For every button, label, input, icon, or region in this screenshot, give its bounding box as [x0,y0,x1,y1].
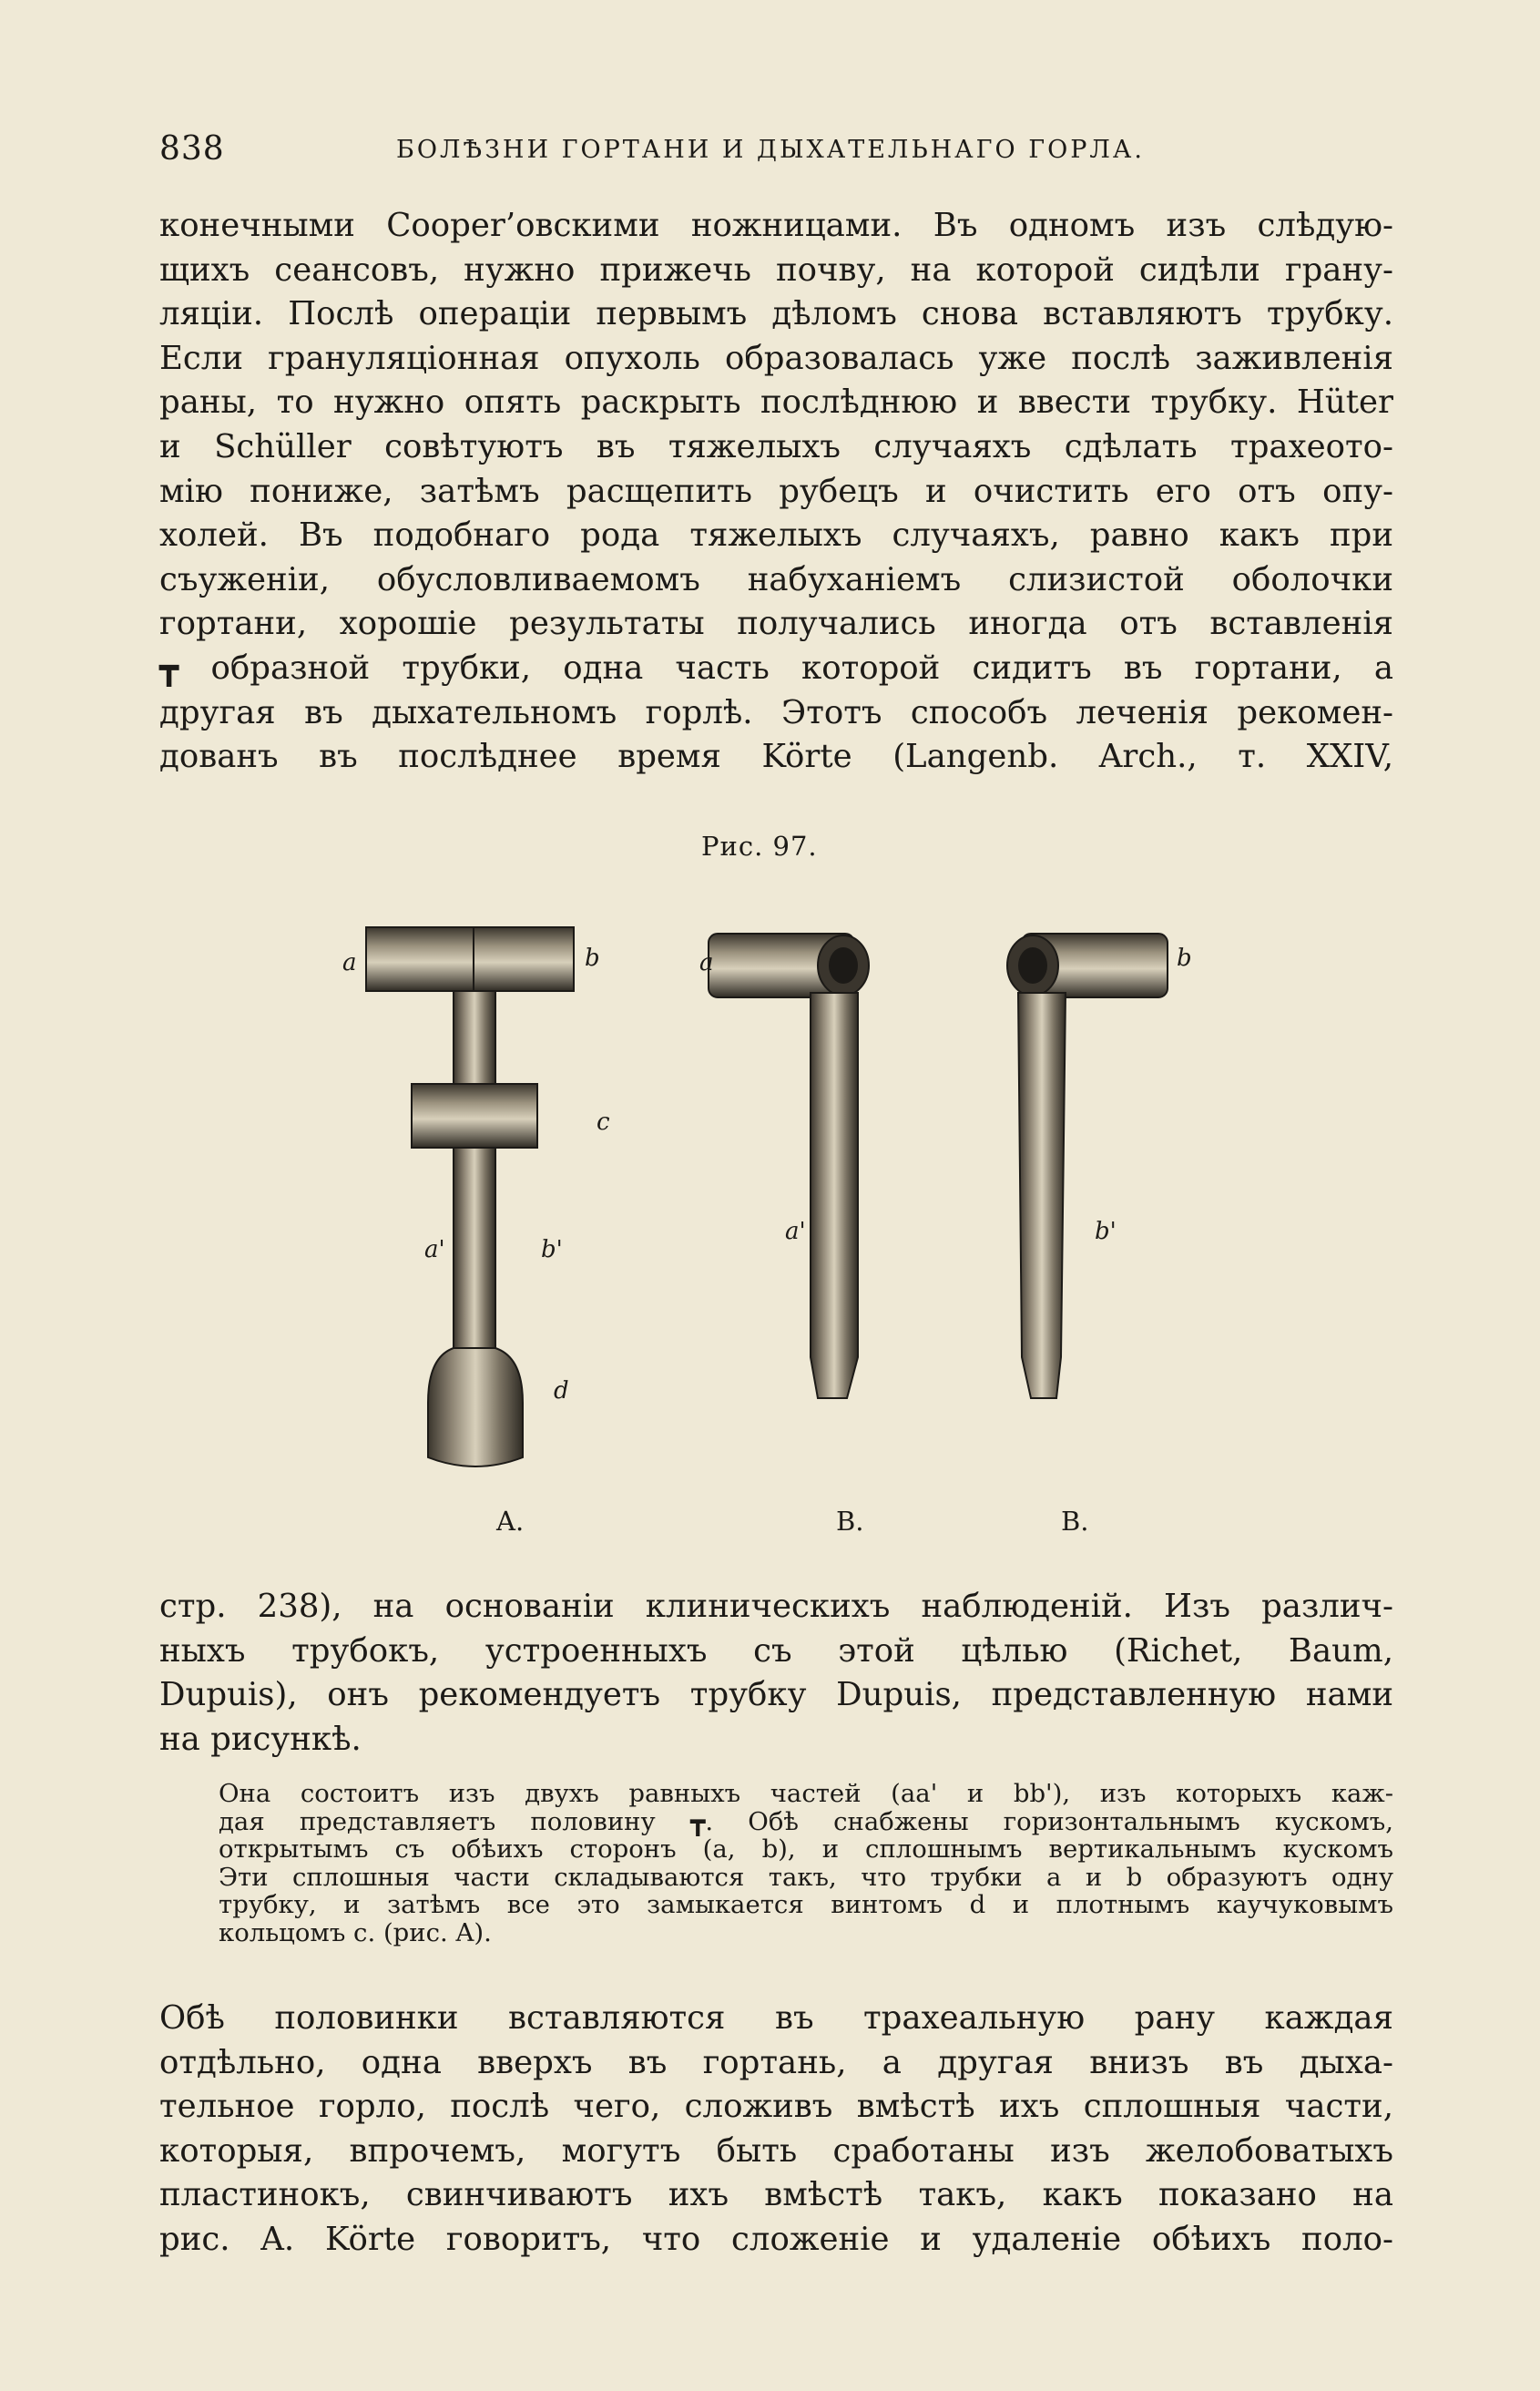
text-line: Если грануляціонная опухоль образовалась уже послѣ заживленія [159,339,1393,377]
part-label-b: b [1177,945,1192,972]
paragraph-2 [159,1585,1393,1762]
text-line: Эти сплошныя части складываются такъ, что трубки a и b образуютъ одну [219,1862,1393,1892]
paragraph-1 [159,204,1393,780]
text-line: стр. 238), на основаніи клиническихъ наблюденій. Изъ различ- [159,1588,1393,1625]
page-number: 838 [159,130,225,168]
text-line: трубку, и затѣмъ все это замыкается винтомъ d и плотнымъ каучуковымъ [219,1890,1393,1919]
part-label-a-prime: a' [424,1236,445,1263]
text-line: Она состоитъ изъ двухъ равныхъ частей (aa' и bb'), изъ которыхъ каж- [219,1779,1393,1808]
part-label-a: a [342,949,357,976]
part-label-b-prime: b' [541,1236,563,1263]
text-line: на рисункѣ. [159,1720,362,1758]
chapter-title: БОЛѢЗНИ ГОРТАНИ И ДЫХАТЕЛЬНАГО ГОРЛА. [396,136,1145,164]
text-line: раны, то нужно опять раскрыть послѣднюю и ввести трубку. Hüter [159,383,1393,422]
text-line: дованъ въ послѣднее время Körte (Langenb. Arch., т. XXIV, [159,738,1393,776]
part-label-c: c [597,1109,610,1136]
text-line: Обѣ половинки вставляются въ трахеальную рану каждая [159,1999,1393,2037]
tracheotomy-tube-illustration [337,902,1211,1494]
text-line: и Schüller совѣтуютъ въ тяжелыхъ случаяхъ сдѣлать трахеото- [159,427,1393,465]
text-line: другая въ дыхательномъ горлѣ. Этотъ способъ леченія рекомен- [159,693,1393,731]
text-line: мію пониже, затѣмъ расщепить рубецъ и очистить его отъ опу- [159,472,1393,510]
tube-b-right-half [1007,934,1168,1398]
part-label-b-prime: b' [1095,1218,1117,1245]
text-line: отдѣльно, одна вверхъ въ гортань, а другая внизъ въ дыха- [159,2043,1393,2081]
part-label-a-prime: a' [785,1218,806,1245]
text-line: гортани, хорошіе результаты получались иногда отъ вставленія [159,605,1393,643]
part-label-a: a [699,949,714,976]
text-line: пластинокъ, свинчиваютъ ихъ вмѣстѣ такъ, какъ показано на [159,2176,1393,2214]
text-line: ляціи. Послѣ операціи первымъ дѣломъ снова вставляютъ трубку. [159,295,1393,333]
figure-caption: Рис. 97. [701,831,818,862]
text-line: ныхъ трубокъ, устроенныхъ съ этой цѣлью (Richet, Baum, [159,1631,1393,1670]
text-line: съуженіи, обусловливаемомъ набуханіемъ слизистой оболочки [159,560,1393,598]
text-line: открытымъ съ обѣихъ сторонъ (a, b), и сплошнымъ вертикальнымъ кускомъ [219,1834,1393,1864]
text-line: которыя, впрочемъ, могутъ быть сработаны изъ желобоватыхъ [159,2131,1393,2170]
text-line: дая представляетъ половину ┳. Обѣ снабжены горизонтальнымъ кускомъ, [219,1806,1393,1836]
tube-b-left-half [709,934,869,1398]
text-line: щихъ сеансовъ, нужно прижечь почву, на которой сидѣли грану- [159,250,1393,289]
text-line: конечными Cooper’овскими ножницами. Въ одномъ изъ слѣдую- [159,207,1393,244]
text-line: рис. A. Körte говоритъ, что сложеніе и удаленіе обѣихъ поло- [159,2220,1393,2258]
part-label-d: d [554,1377,569,1405]
text-line: холей. Въ подобнаго рода тяжелыхъ случаяхъ, равно какъ при [159,516,1393,555]
text-line: Dupuis), онъ рекомендуетъ трубку Dupuis, представленную нами [159,1676,1393,1714]
part-label-b: b [585,945,600,972]
tube-a-assembled [366,927,574,1466]
running-head [159,130,1398,176]
text-line: ┳ образной трубки, одна часть которой сидитъ въ гортани, а [159,649,1393,687]
text-line: тельное горло, послѣ чего, сложивъ вмѣстѣ ихъ сплошныя части, [159,2088,1393,2126]
paragraph-4 [159,1997,1393,2263]
figure-sublabel-b: B. [836,1506,864,1537]
figure-sublabel-b: B. [1061,1506,1089,1537]
text-line: кольцомъ c. (рис. A). [219,1917,492,1947]
figure-sublabel-a: A. [496,1506,525,1537]
small-print-paragraph [219,1780,1393,1947]
